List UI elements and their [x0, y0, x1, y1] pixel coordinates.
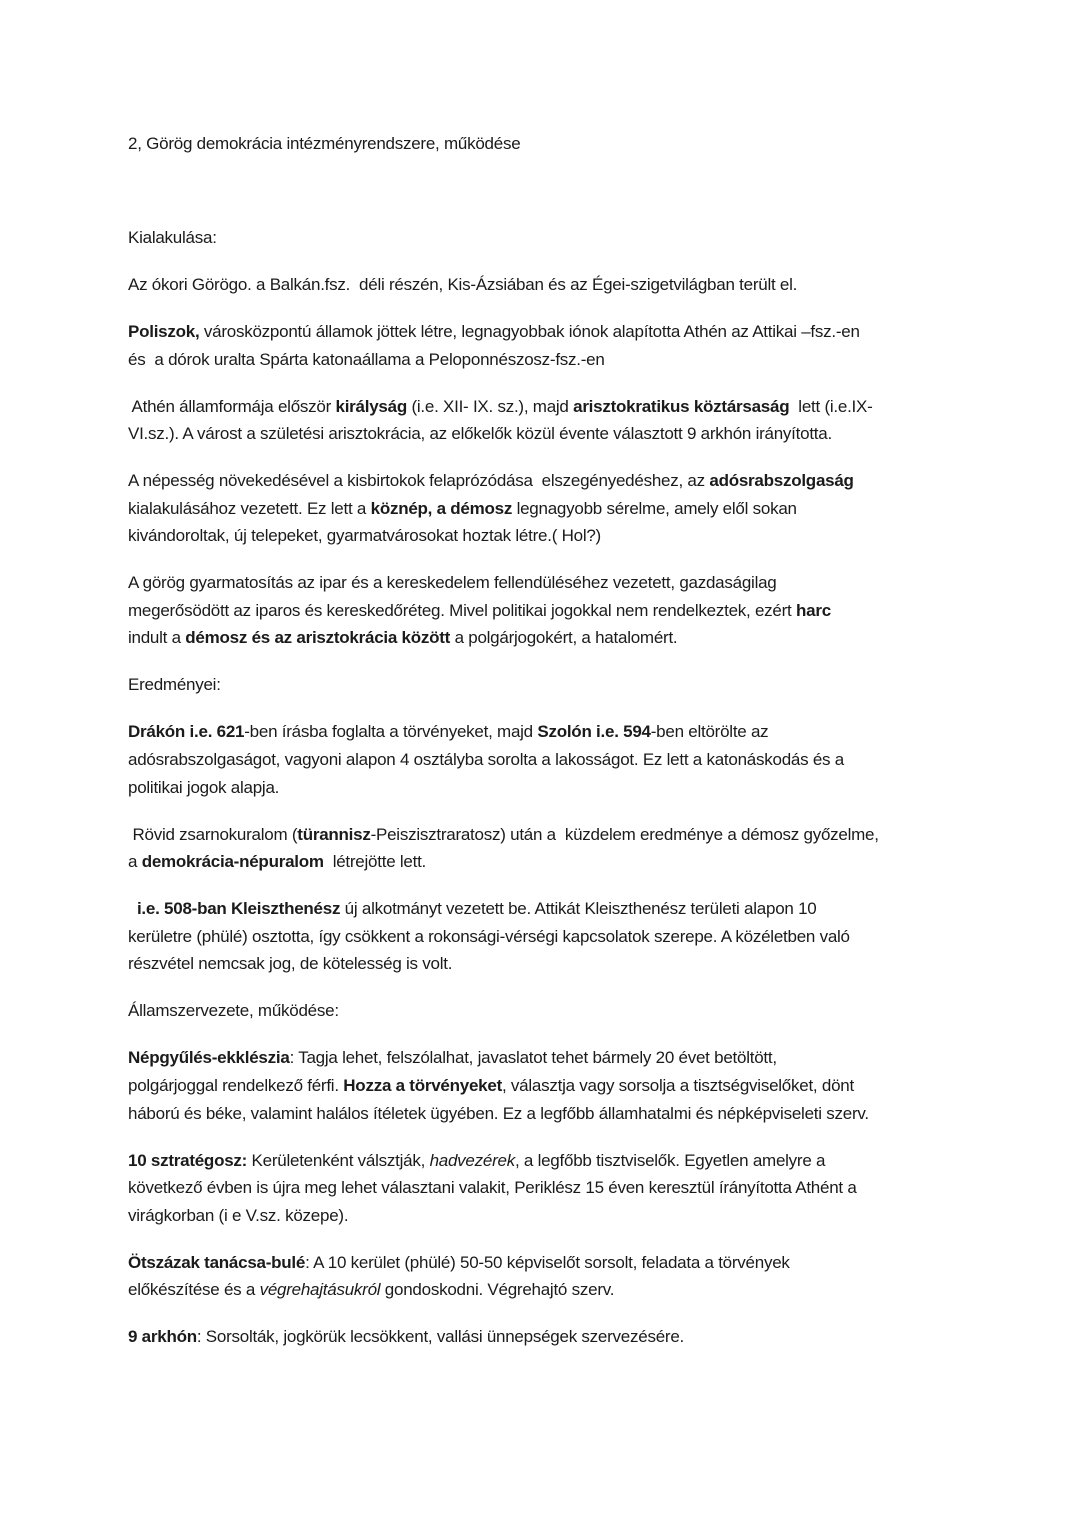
text-run: Athén államformája először	[128, 396, 336, 416]
text-run: VI.sz.). A várost a születési arisztokrácia, az előkelők közül évente választott 9 arkhón irányította.	[128, 424, 832, 444]
text-line	[128, 1276, 1028, 1304]
text-line	[128, 671, 1028, 699]
text-run: 2, Görög demokrácia intézményrendszere, működése	[128, 134, 521, 153]
heading-eredmenyei	[128, 671, 1028, 699]
text-run: harc	[795, 600, 831, 620]
para-athen-allamformaja	[128, 393, 1028, 448]
text-run: démosz és az arisztokrácia között	[185, 628, 451, 648]
text-run: új alkotmányt vezetett be. Attikát Kleiszthenész területi alapon 10	[340, 899, 817, 919]
text-run: i.e. 508-ban Kleiszthenész	[136, 899, 341, 919]
para-poliszok	[128, 318, 1028, 373]
text-run: kerületre (phülé) osztotta, így csökkent a rokonsági-vérségi kapcsolatok szerepe. A közéletben való	[128, 926, 850, 946]
text-line	[128, 393, 1028, 421]
text-line	[128, 467, 1028, 495]
text-line	[128, 624, 1028, 652]
para-okori-gorogo	[128, 271, 1028, 299]
text-run: A népesség növekedésével a kisbirtokok felaprózódása elszegényedéshez, az	[128, 471, 710, 491]
text-run: : Tagja lehet, felszólalhat, javaslatot tehet bármely 20 évet betöltött,	[289, 1048, 777, 1068]
text-line	[128, 746, 1028, 774]
text-line	[128, 271, 1028, 299]
text-run: Poliszok,	[128, 321, 200, 341]
text-run: Államszervezete, működése:	[128, 1001, 339, 1021]
text-run: Drákón i.e. 621	[128, 722, 245, 742]
text-run: adósrabszolgaságot, vagyoni alapon 4 osztályba sorolta a lakosságot. Ez lett a katonáskodás és a	[128, 750, 844, 770]
document-page	[128, 130, 1028, 1370]
text-line	[128, 1249, 1028, 1277]
para-sztrategosz	[128, 1147, 1028, 1230]
spacer	[128, 177, 1028, 205]
text-run: részvétel nemcsak jog, de kötelesség is volt.	[128, 954, 453, 974]
text-run: Kialakulása:	[128, 227, 217, 247]
text-run: politikai jogok alapja.	[128, 777, 280, 797]
heading-kialakulasa	[128, 224, 1028, 252]
text-run: -ben eltörölte az	[650, 722, 769, 742]
text-run: : Sorsolták, jogkörük lecsökkent, vallási ünnepségek szervezésére.	[196, 1327, 685, 1347]
text-run	[128, 899, 137, 918]
text-run: Hozza a törvényeket	[343, 1075, 502, 1095]
text-run: legnagyobb sérelme, amely elől sokan	[512, 498, 797, 518]
text-run: létrejötte lett.	[323, 852, 427, 872]
text-run: polgárjoggal rendelkező férfi.	[128, 1075, 344, 1095]
text-run: Az ókori Görögo. a Balkán.fsz. déli részén, Kis-Ázsiában és az Égei-szigetvilágban terült el.	[128, 274, 798, 294]
text-run: , választja vagy sorsolja a tisztségviselőket, dönt	[501, 1075, 854, 1095]
para-otszazak-tanacsa	[128, 1249, 1028, 1304]
text-line	[128, 346, 1028, 374]
para-nepesseg	[128, 467, 1028, 550]
text-run: kivándoroltak, új telepeket, gyarmatvárosokat hoztak létre.( Hol?)	[128, 526, 601, 546]
text-run: -Peiszisztraratosz) után a küzdelem eredménye a démosz győzelme,	[370, 824, 879, 844]
para-nepgyules	[128, 1044, 1028, 1127]
text-run: 9 arkhón	[128, 1327, 197, 1347]
text-run: a polgárjogokért, a hatalomért.	[450, 628, 678, 648]
text-run: Rövid zsarnokuralom (	[128, 824, 298, 844]
text-line	[128, 950, 1028, 978]
text-run: következő évben is újra meg lehet választani valakit, Periklész 15 éven keresztül írányította Athént a	[128, 1178, 857, 1198]
text-run: hadvezérek	[429, 1150, 515, 1170]
text-line	[128, 597, 1028, 625]
text-run: a	[128, 852, 142, 872]
heading-allamszervezete	[128, 997, 1028, 1025]
text-run: városközpontú államok jöttek létre, legnagyobbak iónok alapította Athén az Attikai –fsz.-en	[199, 321, 860, 341]
text-run: , a legfőbb tisztviselők. Egyetlen amelyre a	[514, 1150, 826, 1170]
text-run: Ötszázak tanácsa-bulé	[128, 1252, 306, 1272]
text-run: (i.e. XII- IX. sz.), majd	[406, 396, 574, 416]
text-line	[128, 495, 1028, 523]
text-run: türannisz	[297, 824, 371, 844]
text-line	[128, 522, 1028, 550]
text-line	[128, 1147, 1028, 1175]
text-line	[128, 718, 1028, 746]
text-run: Kerületenként válsztják,	[247, 1150, 430, 1170]
text-line	[128, 848, 1028, 876]
text-line	[128, 1174, 1028, 1202]
text-run: előkészítése és a	[128, 1280, 260, 1300]
text-run: indult a	[128, 628, 186, 648]
text-line	[128, 997, 1028, 1025]
text-run: demokrácia-népuralom	[141, 852, 324, 872]
text-line	[128, 569, 1028, 597]
text-line	[128, 1323, 1028, 1351]
text-line	[128, 224, 1028, 252]
text-run: Népgyűlés-ekklészia	[128, 1048, 290, 1068]
text-line	[128, 895, 1028, 923]
text-run: lett (i.e.IX-	[789, 396, 873, 416]
text-line	[128, 1202, 1028, 1230]
para-arkhon	[128, 1323, 1028, 1351]
para-drakon-szolon	[128, 718, 1028, 801]
text-line	[128, 1072, 1028, 1100]
text-run: királyság	[335, 396, 407, 416]
title	[128, 130, 1028, 158]
text-run: 10 sztratégosz:	[128, 1150, 248, 1170]
text-run: Eredményei:	[128, 675, 221, 695]
text-run: megerősödött az iparos és kereskedőréteg. Mivel politikai jogokkal nem rendelkeztek, ezért	[128, 600, 796, 620]
text-line	[128, 318, 1028, 346]
text-line	[128, 420, 1028, 448]
text-line	[128, 923, 1028, 951]
text-line	[128, 774, 1028, 802]
text-run: és a dórok uralta Spárta katonaállama a Peloponnészosz-fsz.-en	[128, 349, 605, 369]
text-run: gondoskodni. Végrehajtó szerv.	[380, 1280, 615, 1300]
para-gyarmatositas	[128, 569, 1028, 652]
para-kleiszthenesz	[128, 895, 1028, 978]
text-line	[128, 1100, 1028, 1128]
text-run: kialakulásához vezetett. Ez lett a	[128, 498, 371, 518]
text-run: -ben írásba foglalta a törvényeket, majd	[244, 722, 538, 742]
text-line	[128, 130, 1028, 158]
text-run: végrehajtásukról	[259, 1280, 381, 1300]
text-run: háború és béke, valamint halálos ítéletek ügyében. Ez a legfőbb államhatalmi és népképviseleti szerv.	[128, 1103, 869, 1123]
text-run: : A 10 kerület (phülé) 50-50 képviselőt sorsolt, feladata a törvények	[305, 1252, 790, 1272]
text-line	[128, 177, 1028, 205]
text-line	[128, 1044, 1028, 1072]
text-run: adósrabszolgaság	[709, 471, 854, 491]
text-line	[128, 821, 1028, 849]
text-run: arisztokratikus köztársaság	[573, 396, 790, 416]
text-run: A görög gyarmatosítás az ipar és a kereskedelem fellendüléséhez vezetett, gazdaságilag	[128, 573, 777, 593]
para-zsarnokuralom	[128, 821, 1028, 876]
text-run: virágkorban (i e V.sz. közepe).	[128, 1205, 349, 1225]
text-run: köznép, a démosz	[370, 498, 513, 518]
text-run: Szolón i.e. 594	[537, 722, 651, 742]
